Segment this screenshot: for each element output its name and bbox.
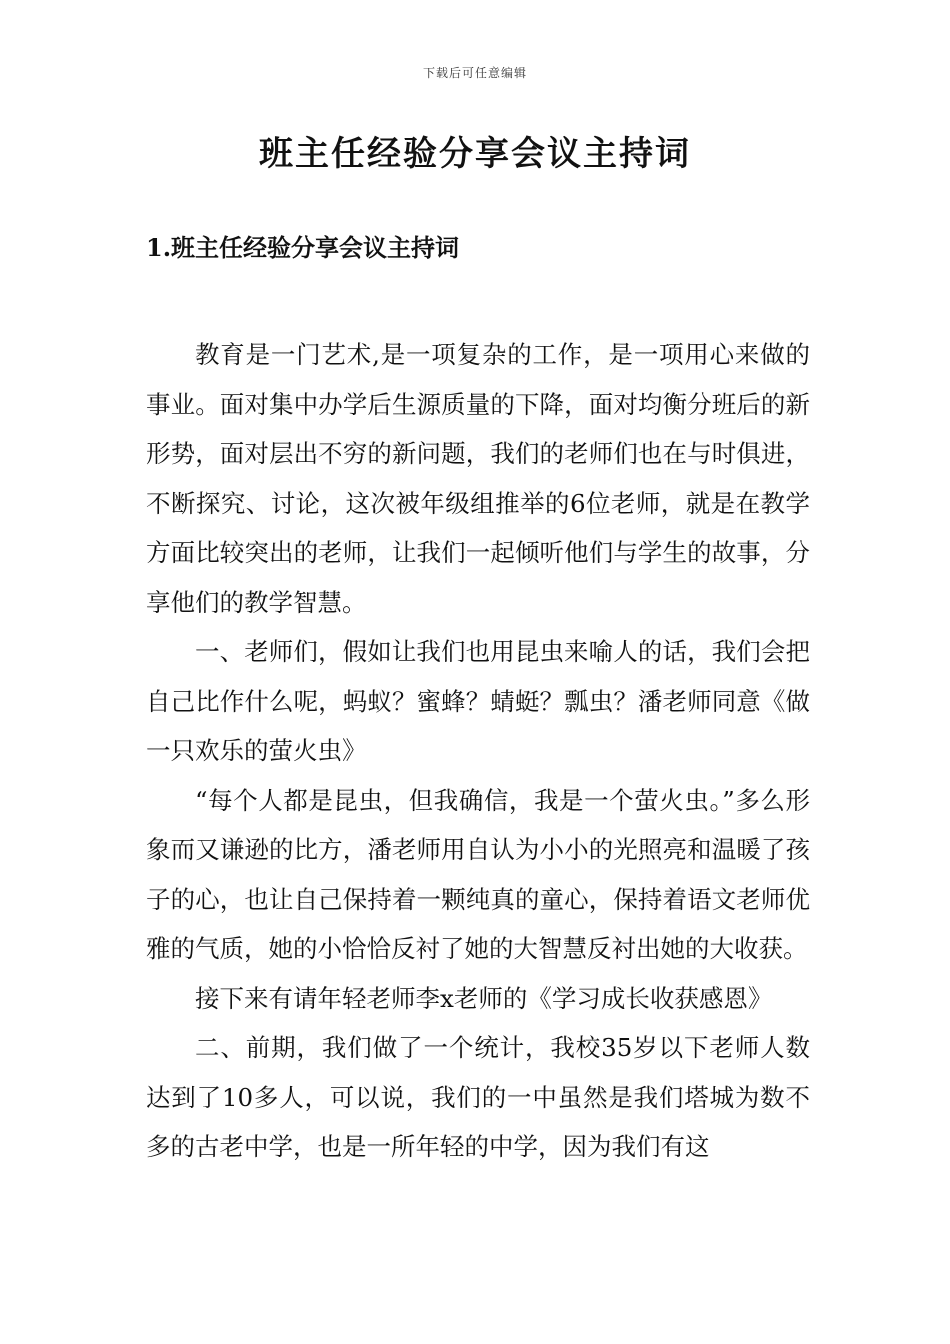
paragraph-intro: 教育是一门艺术,是一项复杂的工作，是一项用心来做的事业。面对集中办学后生源质量的下降，面对均衡分班后的新形势，面对层出不穷的新问题，我们的老师们也在与时俱进，不断探究、讨论，这次被年级组推举的6位老师，就是在教学方面比较突出的老师，让我们一起倾听他们与学生的故事，分享他们的教学智慧。 (146, 340, 810, 617)
document-body (146, 330, 810, 1172)
section-heading: 1.班主任经验分享会议主持词 (146, 233, 460, 262)
document-title: 班主任经验分享会议主持词 (259, 134, 691, 174)
paragraph-part-two: 二、前期，我们做了一个统计，我校35岁以下老师人数达到了10多人，可以说，我们的一中虽然是我们塔城为数不多的古老中学，也是一所年轻的中学，因为我们有这 (146, 1033, 810, 1161)
paragraph-next-speaker: 接下来有请年轻老师李x老师的《学习成长收获感恩》 (195, 983, 773, 1013)
paragraph-quote: “每个人都是昆虫，但我确信，我是一个萤火虫。”多么形象而又谦逊的比方，潘老师用自认为小小的光照亮和温暖了孩子的心，也让自己保持着一颗纯真的童心，保持着语文老师优雅的气质，她的小恰恰反衬了她的大智慧反衬出她的大收获。 (146, 785, 810, 963)
paragraph-part-one: 一、老师们，假如让我们也用昆虫来喻人的话，我们会把自己比作什么呢，蚂蚁？蜜蜂？蜻蜓？瓢虫？潘老师同意《做一只欢乐的萤火虫》 (146, 637, 810, 765)
page-header-note: 下载后可任意编辑 (422, 66, 527, 80)
